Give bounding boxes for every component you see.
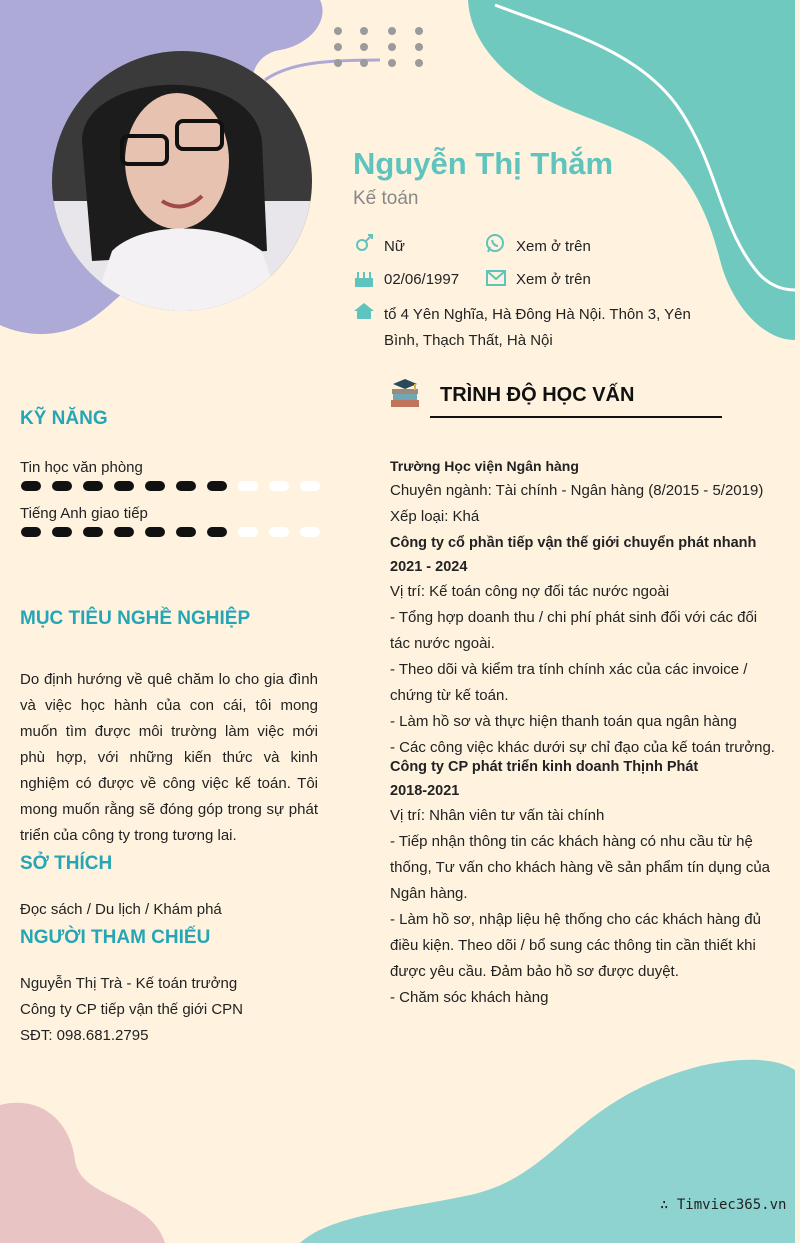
rating-dot-filled	[114, 527, 134, 537]
school-name: Trường Học viện Ngân hàng	[390, 458, 579, 474]
rating-dot-filled	[145, 527, 165, 537]
job-detail: - Chăm sóc khách hàng	[390, 989, 549, 1006]
avatar	[52, 51, 312, 311]
company-name: Công ty cổ phần tiếp vận thế giới chuyển phát nhanh	[390, 535, 757, 551]
rating-dot-filled	[52, 527, 72, 537]
skill-rating-dots	[20, 480, 320, 492]
job-detail: - Theo dõi và kiểm tra tính chính xác của các invoice / chứng từ kế toán.	[390, 661, 748, 704]
rating-dot-filled	[207, 481, 227, 491]
rating-dot-filled	[114, 481, 134, 491]
job-detail: Vị trí: Kế toán công nợ đối tác nước ngoài	[390, 583, 670, 600]
skill-label: Tin học văn phòng	[20, 459, 143, 476]
objective-heading: MỤC TIÊU NGHỀ NGHIỆP	[20, 608, 251, 629]
work-period: 2021 - 2024	[390, 559, 468, 575]
company-name: Công ty CP phát triển kinh doanh Thịnh Phát	[390, 759, 699, 775]
candidate-name: Nguyễn Thị Thắm	[353, 146, 614, 181]
rating-dot-filled	[21, 527, 41, 537]
rating-dot-empty	[269, 481, 289, 491]
reference-line: Công ty CP tiếp vận thế giới CPN	[20, 1001, 244, 1018]
job-title: Kế toán	[353, 188, 419, 209]
skills-heading: KỸ NĂNG	[20, 408, 108, 429]
graduation-books-icon	[389, 378, 421, 415]
reference-line: SĐT: 098.681.2795	[20, 1027, 149, 1044]
heading-underline	[430, 416, 722, 418]
hobbies-text: Đọc sách / Du lịch / Khám phá	[20, 901, 222, 918]
address-value: tổ 4 Yên Nghĩa, Hà Đông Hà Nội. Thôn 3, Yên Bình, Thạch Thất, Hà Nội	[384, 306, 691, 349]
job-detail: Vị trí: Nhân viên tư vấn tài chính	[390, 807, 605, 824]
references-heading: NGƯỜI THAM CHIẾU	[20, 927, 211, 948]
rating-dot-filled	[83, 527, 103, 537]
email-value: Xem ở trên	[516, 271, 591, 288]
job-detail: - Tổng hợp doanh thu / chi phí phát sinh đối với các đối tác nước ngoài.	[390, 609, 758, 652]
job-detail: - Các công việc khác dưới sự chỉ đạo của kế toán trưởng.	[390, 739, 775, 756]
grade-text: Xếp loại: Khá	[390, 508, 480, 525]
rating-dot-filled	[21, 481, 41, 491]
job-detail: - Tiếp nhận thông tin các khách hàng có nhu cầu từ hệ thống, Tư vấn cho khách hàng về sản phẩm tín dụng của Ngân hàng.	[390, 833, 771, 902]
rating-dot-empty	[238, 527, 258, 537]
rating-dot-empty	[300, 481, 320, 491]
rating-dot-empty	[300, 527, 320, 537]
rating-dot-filled	[145, 481, 165, 491]
education-heading: TRÌNH ĐỘ HỌC VẤN	[440, 384, 635, 406]
gender-value: Nữ	[384, 238, 405, 255]
rating-dot-filled	[83, 481, 103, 491]
rating-dot-empty	[238, 481, 258, 491]
email-icon	[485, 268, 507, 293]
phone-value: Xem ở trên	[516, 238, 591, 255]
rating-dot-filled	[207, 527, 227, 537]
birthday-cake-icon	[353, 268, 375, 293]
skill-rating-dots	[20, 526, 320, 538]
objective-text: Do định hướng về quê chăm lo cho gia đình và việc học hành của con cái, tôi mong muốn tìm được môi trường làm việc mới phù hợp, với những kiến thức và kinh nghiệm có được về công việc kế toán. Tôi mong muốn rằng sẽ đóng góp trong sự phát triển của công ty trong tương lai.	[20, 671, 318, 844]
job-detail: - Làm hồ sơ và thực hiện thanh toán qua ngân hàng	[390, 713, 737, 730]
hobbies-heading: SỞ THÍCH	[20, 853, 113, 874]
rating-dot-filled	[176, 527, 196, 537]
skill-label: Tiếng Anh giao tiếp	[20, 505, 148, 522]
work-period: 2018-2021	[390, 783, 460, 799]
gender-icon	[353, 234, 375, 259]
rating-dot-filled	[176, 481, 196, 491]
reference-line: Nguyễn Thị Trà - Kế toán trưởng	[20, 975, 238, 992]
job-detail: - Làm hồ sơ, nhập liệu hệ thống cho các khách hàng đủ điều kiện. Theo dõi / bổ sung các thông tin cần thiết khi được yêu cầu. Đảm bảo hồ sơ được duyệt.	[390, 911, 761, 980]
rating-dot-filled	[52, 481, 72, 491]
home-icon	[353, 301, 375, 326]
footer-brand: ∴ Timviec365.vn	[660, 1197, 787, 1213]
rating-dot-empty	[269, 527, 289, 537]
phone-icon	[485, 234, 507, 259]
birthday-value: 02/06/1997	[384, 271, 460, 288]
major-text: Chuyên ngành: Tài chính - Ngân hàng (8/2015 - 5/2019)	[390, 482, 764, 499]
